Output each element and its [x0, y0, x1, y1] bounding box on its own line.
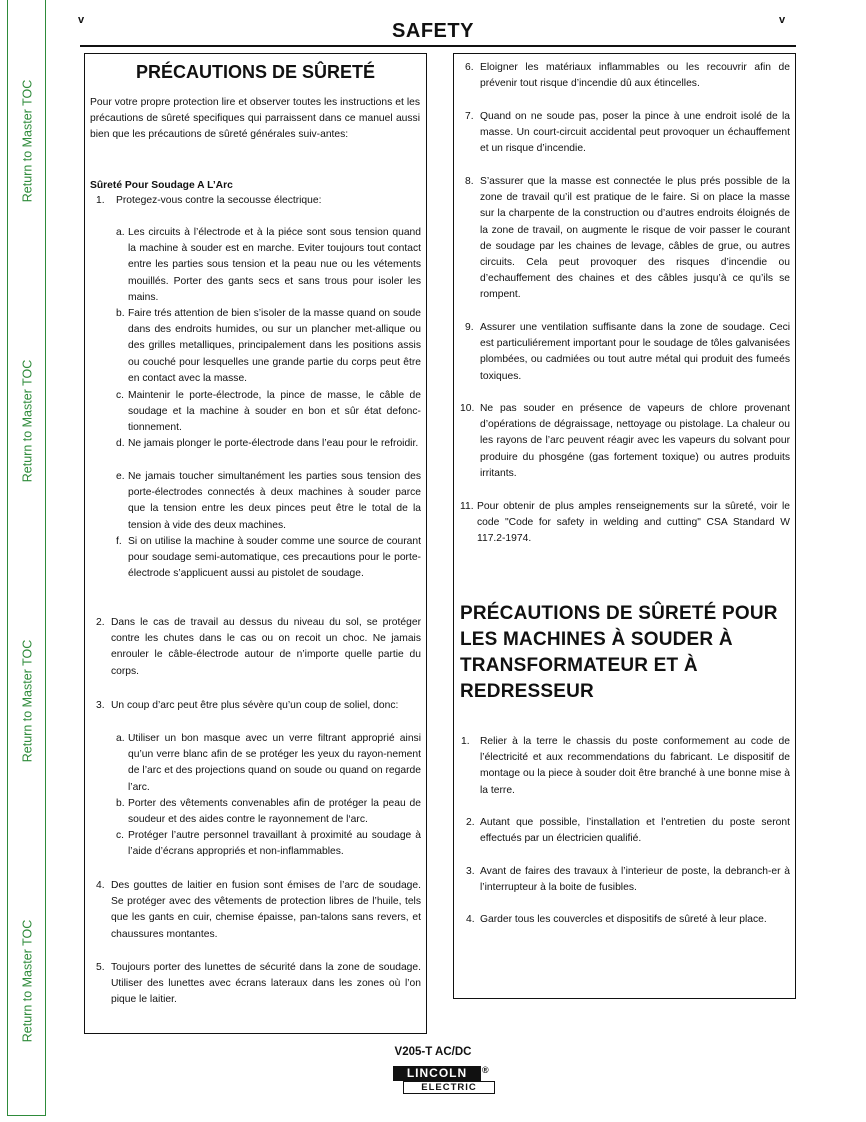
- toc-link-label: Return to Master TOC: [20, 359, 35, 483]
- header-rule: [80, 45, 796, 47]
- arc-welding-subheading: Sûreté Pour Soudage A L’Arc: [90, 180, 233, 191]
- item-number: 4.: [466, 914, 475, 925]
- logo-top-text: LINCOLN: [393, 1066, 481, 1081]
- toc-link-label: Return to Master TOC: [20, 919, 35, 1043]
- item-number: 7.: [465, 111, 474, 122]
- list-item-9: Assurer une ventilation suffisante dans la zone de soudage. Ceci est particuliérement important pour le soudage de tôles galvanisées plombées, ou cadmiées ou tout autre métal qui produit des fumeés toxiques.: [480, 322, 790, 382]
- item-letter: b.: [116, 798, 125, 809]
- item-letter: f.: [116, 536, 122, 547]
- return-to-master-toc-link[interactable]: [8, 321, 47, 521]
- item-number: 3.: [466, 866, 475, 877]
- item-number: 9.: [465, 322, 474, 333]
- item-number: 2.: [96, 617, 105, 628]
- list-item-3a: Utiliser un bon masque avec un verre filtrant approprié ainsi qu’un verre blanc afin de se protéger les yeux du rayon-nement de l’arc et des projections quand on soude ou quand on regarde l’arc.: [128, 733, 421, 793]
- list-item-11: Pour obtenir de plus amples renseignements sur la sûreté, voir le code "Code for safety in welding and cutting" CSA Standard W 117.2-1974.: [477, 501, 790, 545]
- list-item-1c: Maintenir le porte-électrode, la pince de masse, le câble de soudage et la machine à souder en bon et sûr état defonc-tionnement.: [128, 390, 421, 434]
- page-title: SAFETY: [392, 20, 474, 42]
- list-item-3b: Porter des vêtements convenables afin de protéger la peau de soudeur et des aides contre le rayonnement de l‘arc.: [128, 798, 421, 826]
- item-number: 8.: [465, 176, 474, 187]
- return-to-master-toc-link[interactable]: [8, 41, 47, 241]
- item-letter: d.: [116, 438, 125, 449]
- item-number: 10.: [460, 403, 475, 414]
- list-item-1a: Les circuits à l’électrode et à la piéce sont sous tension quand la machine à souder est en marche. Eviter toujours tout contact entre les parties sous tension et la peau nue ou les vétements mouillés. Porter des gants secs et sans trous pour isoler les mains.: [128, 227, 421, 303]
- toc-link-label: Return to Master TOC: [20, 639, 35, 763]
- list-item-1d: Ne jamais plonger le porte-électrode dans l’eau pour le refroidir.: [128, 438, 419, 449]
- list-item-3c: Protéger l’autre personnel travaillant à proximité au soudage à l’aide d’écrans appropriés et non-inflammables.: [128, 830, 421, 858]
- item-letter: e.: [116, 471, 125, 482]
- sidebar: [7, 0, 46, 1116]
- transformer-item-2: Autant que possible, l’installation et l’entretien du poste seront effectués par un électricien qualifié.: [480, 817, 790, 845]
- list-item-2: Dans le cas de travail au dessus du niveau du sol, se protéger contre les chutes dans le cas ou on recoit un choc. Ne jamais enrouler le câble-électrode autour de n’importe quelle partie du corps.: [111, 617, 421, 677]
- item-number: 5.: [96, 962, 105, 973]
- corner-mark-right: v: [779, 14, 786, 26]
- item-letter: a.: [116, 733, 125, 744]
- registered-mark: ®: [482, 1065, 489, 1075]
- logo-bottom-text: ELECTRIC: [403, 1081, 495, 1094]
- transformer-heading: PRÉCAUTIONS DE SÛRETÉ POUR LES MACHINES À SOUDER À TRANSFORMATEUR ET À REDRESSEUR: [460, 603, 778, 702]
- list-item-1e: Ne jamais toucher simultanément les parties sous tension des porte-électrodes connectés à deux machines à souder parce que la tension entre les deux pinces peut être le total de la tension à vide des deux machines.: [128, 471, 421, 531]
- list-item-10: Ne pas souder en présence de vapeurs de chlore provenant d’opérations de dégraissage, nettoyage ou pistolage. La chaleur ou les rayons de l’arc peuvent réagir avec les vapeurs du solvant pour produire du phosgéne (gas fortement toxique) ou autres produits irritants.: [480, 403, 790, 479]
- item-number: 6.: [465, 62, 474, 73]
- list-item-1f: Si on utilise la machine à souder comme une source de courant pour soudage semi-automatique, ces precautions pour le porte-électrode s’applicuent aussi au pistolet de soudage.: [128, 536, 421, 580]
- item-letter: b.: [116, 308, 125, 319]
- lincoln-electric-logo: [393, 1066, 495, 1096]
- intro-paragraph: Pour votre propre protection lire et observer toutes les instructions et les précautions de sûreté specifiques qui parraissent dans ce manuel aussi bien que les précautions de sûreté générales suiv-antes:: [90, 97, 420, 141]
- item-letter: c.: [116, 390, 125, 401]
- transformer-item-3: Avant de faires des travaux à l’interieur de poste, la debranch-er à l’interrupteur à la boite de fusibles.: [480, 866, 790, 894]
- list-item-1b: Faire trés attention de bien s’isoler de la masse quand on soude dans des endroits humides, ou sur un plancher met-allique ou des grilles metalliques, principalement dans les positions assis ou couché pour lesquelles une grande partie du corps peut être en contact avec la masse.: [128, 308, 421, 384]
- item-number: 2.: [466, 817, 475, 828]
- transformer-item-1: Relier à la terre le chassis du poste conformement au code de l’électricité et aux recommendations du fabricant. Le dispositif de montage ou la piece à souder doit être branché à une bonne mise à la terre.: [480, 736, 790, 796]
- list-item-1: Protegez-vous contre la secousse électrique:: [116, 195, 322, 206]
- left-heading: PRÉCAUTIONS DE SÛRETÉ: [135, 62, 376, 82]
- item-number: 1.: [96, 195, 105, 206]
- item-number: 3.: [96, 700, 105, 711]
- return-to-master-toc-link[interactable]: [8, 601, 47, 801]
- item-number: 4.: [96, 880, 105, 891]
- list-item-3: Un coup d’arc peut être plus sévère qu’un coup de soliel, donc:: [111, 700, 399, 711]
- item-letter: c.: [116, 830, 125, 841]
- list-item-8: S’assurer que la masse est connectée le plus prés possible de la zone de travail qu’il est pratique de le faire. Si on place la masse sur la charpente de la construction ou d’autres endroits éloignés de la zone de travail, on augmente le risque de voir passer le courant de soudage par les chaines de levage, câbles de grue, ou autres circuits. Cela peut provoquer des risques d’incendie ou d’echauffement des chaines et des câbles jusqu’à ce qu’ils se rompent.: [480, 176, 790, 301]
- item-number: 1.: [461, 736, 470, 747]
- list-item-7: Quand on ne soude pas, poser la pince à une endroit isolé de la masse. Un court-circuit accidental peut provoquer un échauffement et un risque d’incendie.: [480, 111, 790, 155]
- model-number: V205-T AC/DC: [394, 1046, 472, 1058]
- item-letter: a.: [116, 227, 125, 238]
- toc-link-label: Return to Master TOC: [20, 79, 35, 203]
- list-item-4: Des gouttes de laitier en fusion sont émises de l’arc de soudage. Se protéger avec des vêtements de protection libres de l’huile, tels que les gants en cuir, chemise épaisse, pan-talons sans revers, et chaussures montantes.: [111, 880, 421, 940]
- list-item-6: Eloigner les matériaux inflammables ou les recouvrir afin de prévenir tout risque d’incendie dû aux étincelles.: [480, 62, 790, 90]
- item-number: 11.: [460, 501, 474, 512]
- corner-mark-left: v: [78, 14, 85, 26]
- list-item-5: Toujours porter des lunettes de sécurité dans la zone de soudage. Utiliser des lunettes avec écrans lateraux dans les zones où l’on pique le laitier.: [111, 962, 421, 1006]
- transformer-item-4: Garder tous les couvercles et dispositifs de sûreté à leur place.: [480, 914, 767, 925]
